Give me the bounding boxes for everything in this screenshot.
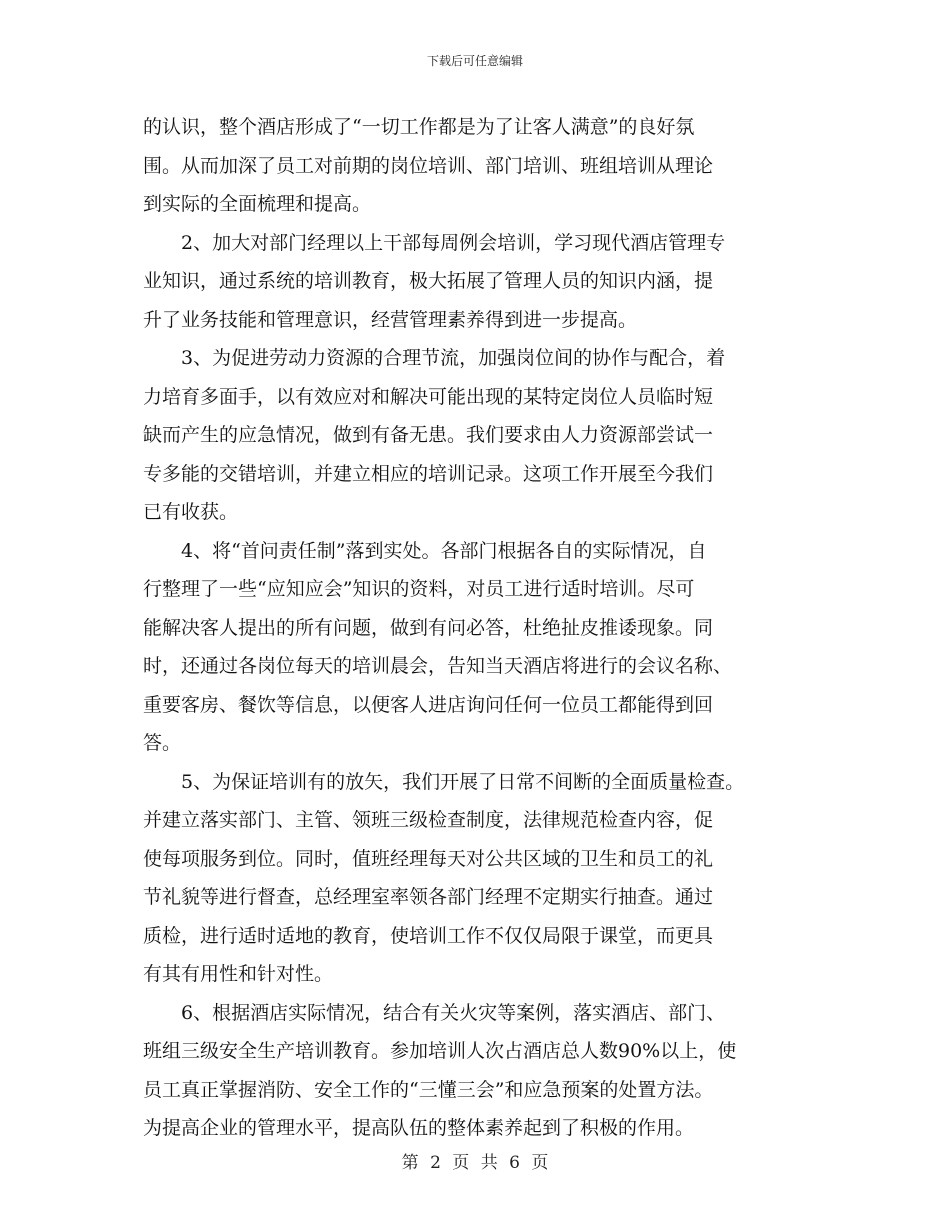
text-line: 能解决客人提出的所有问题，做到有问必答，杜绝扯皮推诿现象。同 [143,616,714,639]
text-line: 为提高企业的管理水平，提高队伍的整体素养起到了积极的作用。 [143,1117,695,1139]
text-line: 并建立落实部门、主管、领班三级检查制度，法律规范检查内容，促 [143,809,714,831]
text-line: 的认识，整个酒店形成了“一切工作都是为了让客人满意”的良好氛 [143,116,695,138]
paragraph-6 [143,994,823,1148]
page-footer: 第 2 页 共 6 页 [401,1153,549,1173]
text-line: 使每项服务到位。同时，值班经理每天对公共区域的卫生和员工的礼 [143,847,714,870]
text-line: 答。 [143,732,182,754]
text-line: 班组三级安全生产培训教育。参加培训人次占酒店总人数90%以上，使 [143,1040,737,1062]
text-line: 业知识，通过系统的培训教育，极大拓展了管理人员的知识内涵，提 [143,270,714,292]
text-line: 行整理了一些“应知应会”知识的资料，对员工进行适时培训。尽可 [143,578,695,600]
text-line: 员工真正掌握消防、安全工作的“三懂三会”和应急预案的处置方法。 [143,1078,714,1101]
text-line: 3、为促进劳动力资源的合理节流，加强岗位间的协作与配合，着 [181,347,726,369]
text-line: 有其有用性和针对性。 [143,963,334,985]
text-line: 缺而产生的应急情况，做到有备无患。我们要求由人力资源部尝试一 [143,424,714,446]
text-line: 已有收获。 [143,501,239,523]
paragraph-5 [143,763,823,994]
text-line: 4、将“首问责任制”落到实处。各部门根据各自的实际情况，自 [181,539,707,562]
text-line: 升了业务技能和管理意识，经营管理素养得到进一步提高。 [143,308,638,331]
text-line: 到实际的全面梳理和提高。 [143,193,372,215]
text-line: 重要客房、餐饮等信息，以便客人进店询问任何一位员工都能得到回 [143,693,714,716]
text-line: 质检，进行适时适地的教育，使培训工作不仅仅局限于课堂，而更具 [143,924,714,947]
text-line: 围。从而加深了员工对前期的岗位培训、部门培训、班组培训从理论 [143,154,714,177]
page-header: 下载后可任意编辑 [426,54,523,68]
text-line: 时，还通过各岗位每天的培训晨会，告知当天酒店将进行的会议名称、 [143,655,733,677]
paragraph-3 [143,339,823,532]
text-line: 节礼貌等进行督查，总经理室率领各部门经理不定期实行抽查。通过 [143,886,714,908]
text-line: 力培育多面手，以有效应对和解决可能出现的某特定岗位人员临时短 [143,385,714,408]
text-line: 5、为保证培训有的放矢，我们开展了日常不间断的全面质量检查。 [181,770,745,793]
text-line: 专多能的交错培训，并建立相应的培训记录。这项工作开展至今我们 [143,462,714,485]
document-body [143,108,823,1148]
text-line: 6、根据酒店实际情况，结合有关火灾等案例，落实酒店、部门、 [181,1001,726,1024]
paragraph-4 [143,532,823,763]
paragraph-1 [143,108,823,224]
text-line: 2、加大对部门经理以上干部每周例会培训，学习现代酒店管理专 [181,231,726,254]
paragraph-2 [143,224,823,340]
